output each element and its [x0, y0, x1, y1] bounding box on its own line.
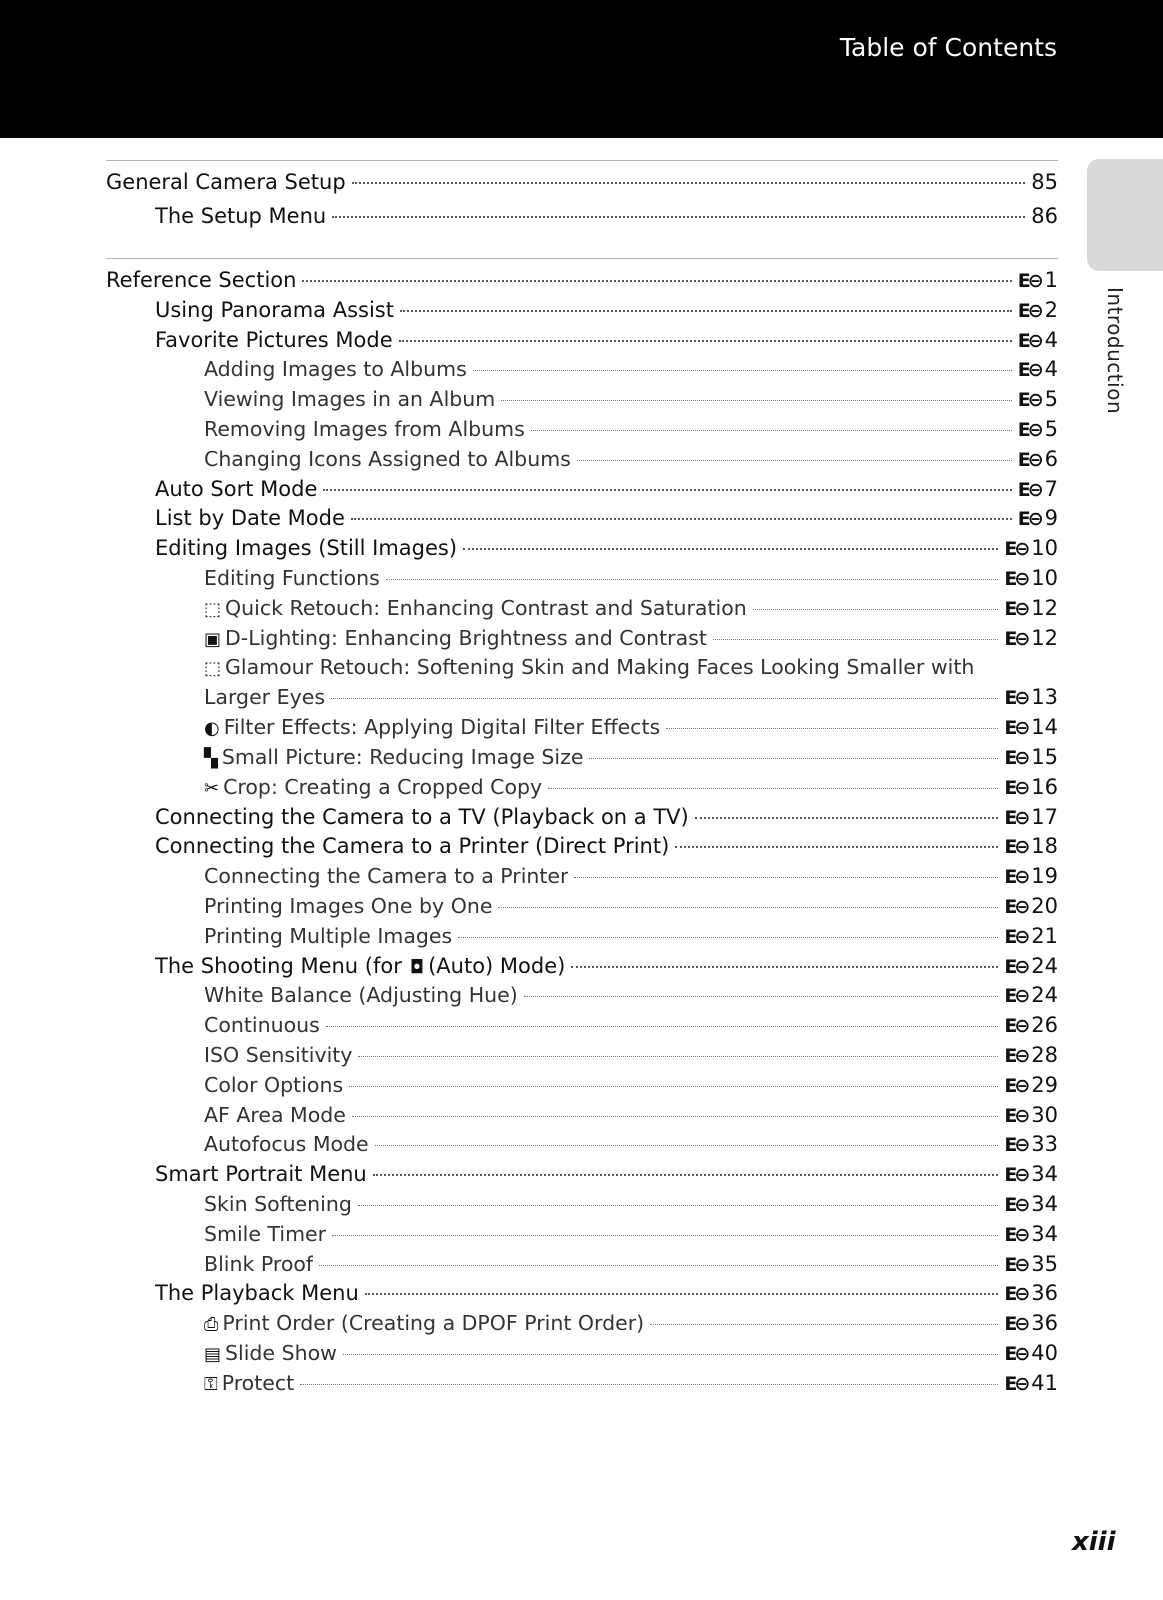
page-ref	[1004, 1073, 1058, 1097]
dot-leader	[524, 996, 999, 997]
page-ref-number: 12	[1031, 595, 1058, 620]
toc-entry-title: Connecting the Camera to a Printer (Direct Print)	[155, 834, 670, 859]
toc-entry-title: Connecting the Camera to a Printer	[204, 864, 569, 889]
page-ref-number: 16	[1031, 774, 1058, 799]
page-ref	[1004, 685, 1058, 709]
dot-leader	[473, 370, 1012, 371]
glamour-retouch-icon: ⬚	[204, 658, 222, 680]
dot-leader	[332, 1235, 998, 1236]
page-ref	[1004, 566, 1058, 590]
toc-entry-title: Smile Timer	[204, 1221, 327, 1246]
page-ref-number: 4	[1044, 357, 1058, 382]
reference-section-icon: E⊖	[1004, 1223, 1028, 1246]
reference-section-icon: E⊖	[1004, 1134, 1028, 1157]
toc-entry-title: Glamour Retouch: Softening Skin and Making Faces Looking Smaller with	[225, 655, 975, 680]
side-tab-label: Introduction	[1103, 287, 1127, 415]
page-ref-number: 36	[1031, 1311, 1058, 1336]
toc-section-reference	[106, 268, 1058, 1400]
toc-section-general	[106, 170, 1058, 234]
toc-entry-title: List by Date Mode	[155, 506, 345, 531]
page-ref-number: 5	[1044, 387, 1058, 412]
page-ref	[1004, 864, 1058, 888]
page-ref	[1004, 834, 1058, 858]
page-ref	[1031, 204, 1058, 228]
page-ref-number: 10	[1031, 565, 1058, 590]
toc-entry-title: Color Options	[204, 1072, 344, 1097]
page-ref-number: 1	[1044, 268, 1058, 292]
page-ref	[1018, 506, 1058, 530]
toc-entry-title: Filter Effects: Applying Digital Filter Effects	[223, 715, 661, 740]
reference-section-icon: E⊖	[1004, 776, 1028, 799]
toc-entry[interactable]	[106, 387, 1058, 417]
section-divider	[106, 160, 1058, 161]
dot-leader	[713, 639, 999, 640]
toc-entry[interactable]	[106, 417, 1058, 447]
quick-retouch-icon: ⬚	[204, 598, 222, 620]
page-ref	[1004, 1132, 1058, 1156]
reference-section-icon: E⊖	[1017, 508, 1041, 531]
toc-entry-title: Auto Sort Mode	[155, 476, 318, 501]
reference-section-icon: E⊖	[1004, 567, 1028, 590]
page-ref-number: 24	[1031, 953, 1058, 978]
toc-entry[interactable]	[106, 170, 1058, 204]
toc-entry[interactable]	[106, 1341, 1058, 1371]
toc-entry[interactable]	[106, 1222, 1058, 1252]
toc-entry[interactable]	[106, 357, 1058, 387]
toc-entry[interactable]	[106, 328, 1058, 358]
toc-entry-title: The Setup Menu	[155, 204, 327, 228]
dot-leader	[531, 430, 1012, 431]
dot-leader	[343, 1354, 998, 1355]
toc-entry[interactable]	[106, 1371, 1058, 1401]
toc-entry[interactable]	[106, 954, 1058, 984]
page-ref-number: 15	[1031, 744, 1058, 769]
protect-key-icon: ⚿	[204, 1373, 218, 1395]
toc-entry[interactable]	[106, 864, 1058, 894]
page-ref-number: 85	[1031, 170, 1058, 194]
d-lighting-icon: ▣	[204, 628, 222, 650]
reference-section-icon: E⊖	[1017, 270, 1041, 292]
reference-section-icon: E⊖	[1017, 418, 1041, 441]
small-picture-icon: ▚	[204, 747, 218, 769]
page-ref-number: 6	[1044, 446, 1058, 471]
toc-entry-line	[106, 655, 1058, 685]
toc-entry-title: Viewing Images in an Album	[204, 387, 496, 412]
dot-leader	[571, 966, 998, 968]
page-number: xiii	[1072, 1527, 1116, 1557]
page-ref-number: 35	[1031, 1251, 1058, 1276]
page-ref-number: 20	[1031, 893, 1058, 918]
page-ref	[1004, 1341, 1058, 1365]
page-ref	[1004, 775, 1058, 799]
dot-leader	[332, 216, 1025, 218]
toc-entry-title: Continuous	[204, 1013, 320, 1038]
toc-entry[interactable]	[106, 924, 1058, 954]
dot-leader	[386, 579, 999, 580]
reference-section-icon: E⊖	[1004, 1342, 1028, 1365]
page-ref	[1018, 357, 1058, 381]
dot-leader	[753, 609, 999, 610]
toc-entry-title: Using Panorama Assist	[155, 297, 394, 322]
toc-entry-title: The Playback Menu	[155, 1281, 359, 1306]
toc-entry-title: Print Order (Creating a DPOF Print Order)	[222, 1311, 645, 1336]
dot-leader	[375, 1145, 999, 1146]
reference-section-icon: E⊖	[1004, 925, 1028, 948]
toc-entry-title-suffix: (Auto) Mode)	[428, 953, 566, 978]
page-ref	[1004, 1013, 1058, 1037]
toc-entry-title: Connecting the Camera to a TV (Playback on a TV)	[155, 804, 689, 829]
toc-entry[interactable]	[106, 1043, 1058, 1073]
page-ref-number: 30	[1031, 1102, 1058, 1127]
reference-section-icon: E⊖	[1004, 806, 1028, 829]
dot-leader	[666, 728, 998, 729]
toc-entry[interactable]	[106, 1192, 1058, 1222]
page-ref	[1004, 1371, 1058, 1395]
toc-entry[interactable]	[106, 1073, 1058, 1103]
dot-leader	[675, 846, 998, 848]
slide-show-icon: ▤	[204, 1343, 222, 1365]
page-ref	[1004, 626, 1058, 650]
toc-entry-title: Skin Softening	[204, 1191, 352, 1216]
dot-leader	[574, 877, 998, 878]
reference-section-icon: E⊖	[1004, 1283, 1028, 1306]
reference-section-icon: E⊖	[1017, 448, 1041, 471]
dot-leader	[302, 280, 1011, 282]
reference-section-icon: E⊖	[1017, 329, 1041, 352]
toc-entry[interactable]	[106, 715, 1058, 745]
dot-leader	[577, 460, 1012, 461]
page-ref	[1004, 805, 1058, 829]
page-ref-number: 28	[1031, 1042, 1058, 1067]
toc-entry[interactable]	[106, 506, 1058, 536]
toc-entry-title: Crop: Creating a Cropped Copy	[223, 774, 543, 799]
reference-section-icon: E⊖	[1004, 836, 1028, 859]
page-ref	[1018, 477, 1058, 501]
reference-section-icon: E⊖	[1017, 359, 1041, 382]
dot-leader	[589, 758, 998, 759]
page-ref-number: 34	[1031, 1191, 1058, 1216]
page-ref	[1004, 1281, 1058, 1305]
toc-entry-title: Reference Section	[106, 268, 297, 292]
page-ref	[1018, 417, 1058, 441]
reference-section-icon: E⊖	[1004, 1253, 1028, 1276]
toc-entry-title: Editing Images (Still Images)	[155, 536, 458, 561]
toc-entry-title: Slide Show	[225, 1340, 337, 1365]
toc-entry[interactable]	[106, 447, 1058, 477]
reference-section-icon: E⊖	[1004, 1193, 1028, 1216]
auto-mode-camera-icon: ◘	[409, 956, 425, 978]
page-ref-number: 29	[1031, 1072, 1058, 1097]
dot-leader	[373, 1174, 999, 1176]
page-ref	[1004, 715, 1058, 739]
page-ref	[1018, 298, 1058, 322]
toc-entry[interactable]	[106, 1103, 1058, 1133]
dot-leader	[358, 1205, 999, 1206]
page-ref	[1004, 1252, 1058, 1276]
toc-entry-title: Autofocus Mode	[204, 1132, 369, 1157]
reference-section-icon: E⊖	[1004, 866, 1028, 889]
toc-entry[interactable]	[106, 834, 1058, 864]
page-ref	[1004, 1103, 1058, 1127]
dot-leader	[548, 788, 998, 789]
reference-section-icon: E⊖	[1004, 1372, 1028, 1395]
page-ref-number: 18	[1031, 834, 1058, 859]
reference-section-icon: E⊖	[1017, 389, 1041, 412]
reference-section-icon: E⊖	[1004, 1164, 1028, 1187]
dot-leader	[399, 340, 1012, 342]
page-ref-number: 34	[1031, 1162, 1058, 1187]
page-ref-number: 41	[1031, 1370, 1058, 1395]
dot-leader	[400, 310, 1012, 312]
toc-entry[interactable]	[106, 536, 1058, 566]
reference-section-icon: E⊖	[1004, 955, 1028, 978]
dot-leader	[352, 182, 1026, 184]
toc-entry-title: Larger Eyes	[204, 685, 325, 710]
crop-icon: ✂	[204, 777, 220, 799]
toc-entry-title: Quick Retouch: Enhancing Contrast and Saturation	[225, 595, 747, 620]
toc-entry[interactable]	[106, 745, 1058, 775]
page-ref	[1004, 954, 1058, 978]
page-ref-number: 14	[1031, 715, 1058, 740]
dot-leader	[352, 1116, 998, 1117]
toc-entry-title: Protect	[221, 1370, 295, 1395]
toc-entry[interactable]	[106, 685, 1058, 715]
page-ref-number: 34	[1031, 1221, 1058, 1246]
page-ref-number: 21	[1031, 923, 1058, 948]
page-ref-number: 4	[1044, 327, 1058, 352]
toc-entry[interactable]	[106, 1013, 1058, 1043]
page-header	[0, 0, 1163, 138]
dot-leader	[365, 1293, 999, 1295]
toc-entry[interactable]	[106, 626, 1058, 656]
toc-entry[interactable]	[106, 805, 1058, 835]
reference-section-icon: E⊖	[1004, 985, 1028, 1008]
page-ref-number: 13	[1031, 685, 1058, 710]
reference-section-icon: E⊖	[1004, 627, 1028, 650]
dot-leader	[351, 518, 1012, 520]
dot-leader	[458, 937, 998, 938]
toc-entry[interactable]	[106, 775, 1058, 805]
toc-entry-title: General Camera Setup	[106, 170, 346, 194]
page-ref-number: 33	[1031, 1132, 1058, 1157]
page-ref	[1004, 596, 1058, 620]
toc-entry[interactable]	[106, 268, 1058, 298]
toc-entry[interactable]	[106, 566, 1058, 596]
toc-entry[interactable]	[106, 1132, 1058, 1162]
dot-leader	[498, 907, 998, 908]
toc-entry[interactable]	[106, 894, 1058, 924]
toc-entry[interactable]	[106, 204, 1058, 234]
toc-entry-title: Adding Images to Albums	[204, 357, 467, 382]
toc-entry[interactable]	[106, 298, 1058, 328]
dot-leader	[319, 1265, 998, 1266]
dot-leader	[695, 817, 999, 819]
dot-leader	[650, 1324, 998, 1325]
page-ref	[1018, 447, 1058, 471]
toc-entry-title: White Balance (Adjusting Hue)	[204, 983, 518, 1008]
reference-section-icon: E⊖	[1004, 717, 1028, 740]
reference-section-icon: E⊖	[1004, 1015, 1028, 1038]
page-ref-number: 10	[1031, 536, 1058, 561]
page-ref-number: 86	[1031, 204, 1058, 228]
toc-entry[interactable]	[106, 477, 1058, 507]
toc-entry[interactable]	[106, 1162, 1058, 1192]
reference-section-icon: E⊖	[1004, 1074, 1028, 1097]
page-ref	[1004, 536, 1058, 560]
dot-leader	[323, 489, 1011, 491]
dot-leader	[358, 1056, 998, 1057]
section-divider	[106, 258, 1058, 259]
toc-entry-title: Printing Images One by One	[204, 893, 493, 918]
toc-entry[interactable]	[106, 1252, 1058, 1282]
toc-entry[interactable]	[106, 1311, 1058, 1341]
page-ref	[1004, 1222, 1058, 1246]
page-ref-number: 40	[1031, 1340, 1058, 1365]
page-ref	[1004, 983, 1058, 1007]
reference-section-icon: E⊖	[1004, 1313, 1028, 1336]
page-ref-number: 12	[1031, 625, 1058, 650]
page-ref-number: 7	[1044, 476, 1058, 501]
page-ref-number: 17	[1031, 804, 1058, 829]
reference-section-icon: E⊖	[1004, 687, 1028, 710]
toc-entry-title: Printing Multiple Images	[204, 923, 453, 948]
page-ref	[1018, 268, 1058, 292]
print-order-icon: ⎙	[204, 1314, 219, 1336]
toc-entry-title: The Shooting Menu (for	[155, 953, 402, 978]
dot-leader	[501, 400, 1011, 401]
reference-section-icon: E⊖	[1004, 895, 1028, 918]
toc-entry-title: Blink Proof	[204, 1251, 314, 1276]
page-ref-number: 2	[1044, 297, 1058, 322]
dot-leader	[463, 548, 998, 550]
toc-entry-title: Small Picture: Reducing Image Size	[221, 744, 584, 769]
page-ref	[1004, 1192, 1058, 1216]
toc-entry-title: Favorite Pictures Mode	[155, 327, 393, 352]
dot-leader	[349, 1086, 998, 1087]
dot-leader	[300, 1384, 998, 1385]
page-ref	[1004, 894, 1058, 918]
reference-section-icon: E⊖	[1017, 478, 1041, 501]
reference-section-icon: E⊖	[1017, 299, 1041, 322]
page-ref-number: 19	[1031, 864, 1058, 889]
toc-entry[interactable]	[106, 596, 1058, 626]
page-ref-number: 36	[1031, 1281, 1058, 1306]
reference-section-icon: E⊖	[1004, 746, 1028, 769]
page-ref	[1004, 1311, 1058, 1335]
toc-entry-title: Editing Functions	[204, 565, 380, 590]
page-ref	[1018, 387, 1058, 411]
page-ref-number: 26	[1031, 1013, 1058, 1038]
filter-effects-icon: ◐	[204, 718, 220, 740]
toc-entry[interactable]	[106, 983, 1058, 1013]
page-ref	[1031, 170, 1058, 194]
reference-section-icon: E⊖	[1004, 1044, 1028, 1067]
reference-section-icon: E⊖	[1004, 538, 1028, 561]
dot-leader	[331, 698, 998, 699]
header-title: Table of Contents	[839, 33, 1057, 62]
page-ref	[1004, 1043, 1058, 1067]
toc-entry-title: Changing Icons Assigned to Albums	[204, 446, 571, 471]
page-ref	[1018, 328, 1058, 352]
toc-entry-title: ISO Sensitivity	[204, 1042, 353, 1067]
page-ref-number: 9	[1044, 506, 1058, 531]
page-ref	[1004, 745, 1058, 769]
reference-section-icon: E⊖	[1004, 1104, 1028, 1127]
toc-entry-title: Smart Portrait Menu	[155, 1162, 367, 1187]
page-ref-number: 5	[1044, 416, 1058, 441]
dot-leader	[326, 1026, 999, 1027]
page-ref	[1004, 1162, 1058, 1186]
toc-entry-title: D-Lighting: Enhancing Brightness and Contrast	[225, 625, 707, 650]
toc-entry[interactable]	[106, 1281, 1058, 1311]
side-tab	[1087, 159, 1163, 271]
toc-entry-title: AF Area Mode	[204, 1102, 346, 1127]
reference-section-icon: E⊖	[1004, 597, 1028, 620]
toc-entry-title: Removing Images from Albums	[204, 416, 525, 441]
page-ref-number: 24	[1031, 983, 1058, 1008]
page-ref	[1004, 924, 1058, 948]
